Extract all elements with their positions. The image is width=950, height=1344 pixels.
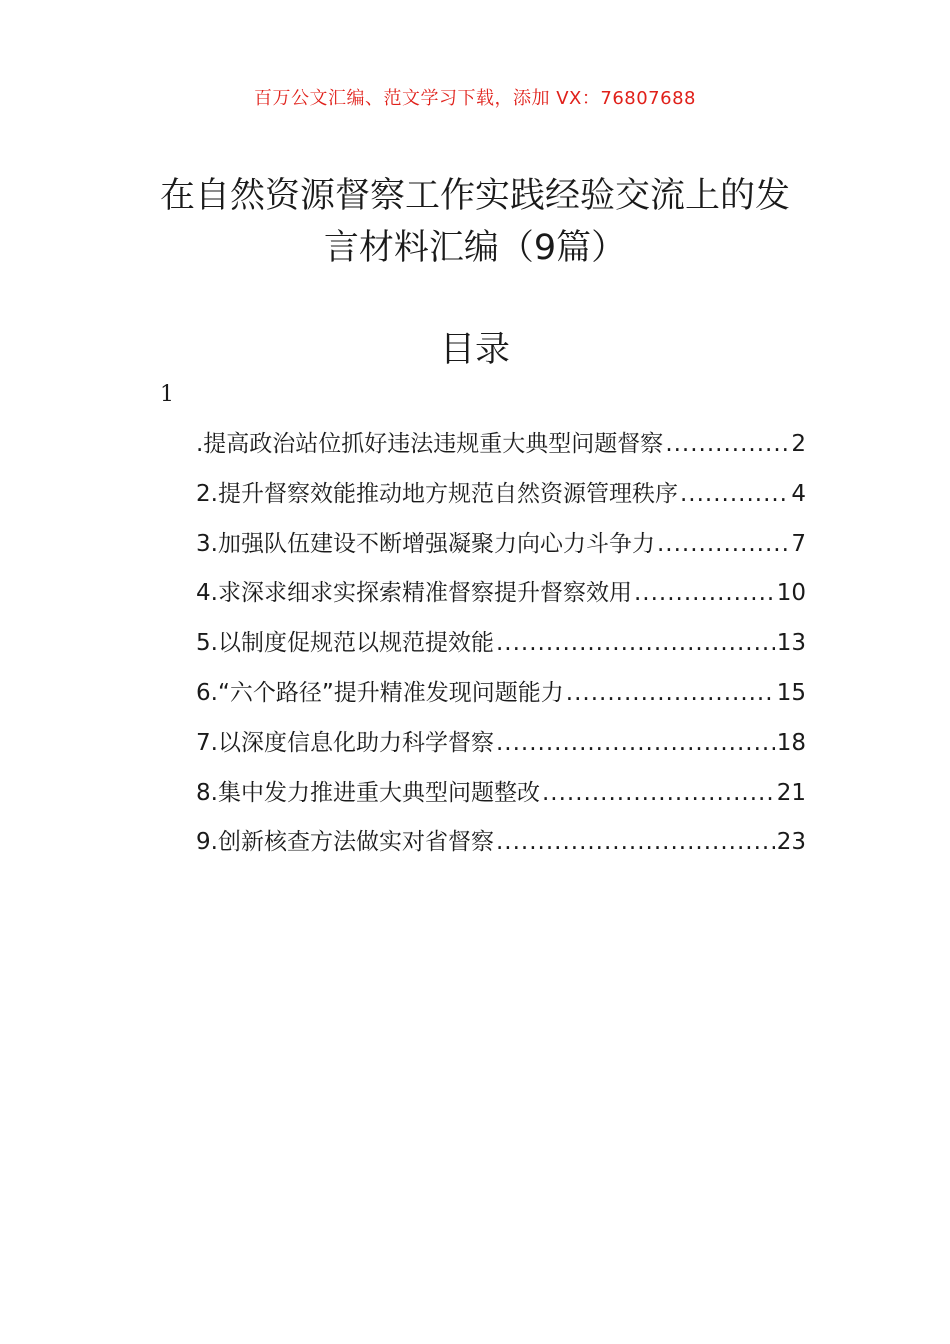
toc-entry[interactable] <box>196 619 806 669</box>
toc-entry-page: 4 <box>791 480 806 507</box>
toc-entry[interactable] <box>196 520 806 570</box>
toc-entry-label: 8.集中发力推进重大典型问题整改 <box>196 779 540 806</box>
toc-entry-page: 7 <box>791 530 806 557</box>
toc-entry-label: 5.以制度促规范以规范提效能 <box>196 630 494 657</box>
toc-entry-page: 10 <box>776 580 806 607</box>
toc-dot-leader <box>496 818 775 868</box>
stray-number: 1 <box>160 382 174 407</box>
toc-entry[interactable] <box>196 719 806 769</box>
toc-entry-page: 15 <box>776 679 806 706</box>
toc-dot-leader <box>566 669 775 719</box>
toc-entry-label: 4.求深求细求实探索精准督察提升督察效用 <box>196 580 632 607</box>
toc-dot-leader <box>657 520 789 570</box>
toc-entry-page: 2 <box>791 431 806 457</box>
toc-entry[interactable] <box>196 420 806 470</box>
toc-dot-leader <box>665 420 789 470</box>
toc-dot-leader <box>634 569 775 619</box>
toc-dot-leader <box>496 619 775 669</box>
toc-entry-label: 2.提升督察效能推动地方规范自然资源管理秩序 <box>196 480 678 507</box>
toc-entry[interactable] <box>196 818 806 868</box>
toc-entry-label: .提高政治站位抓好违法违规重大典型问题督察 <box>196 431 664 457</box>
table-of-contents <box>196 420 806 868</box>
toc-dot-leader <box>680 470 789 520</box>
toc-dot-leader <box>542 769 775 819</box>
toc-dot-leader <box>496 719 775 769</box>
toc-entry-label: 6.“六个路径”提升精准发现问题能力 <box>196 679 564 706</box>
header-note: 百万公文汇编、范文学习下载，添加 VX：76807688 <box>254 88 696 109</box>
toc-entry[interactable] <box>196 470 806 520</box>
toc-entry-page: 23 <box>776 829 806 856</box>
toc-entry-label: 9.创新核查方法做实对省督察 <box>196 829 494 856</box>
toc-entry-label: 7.以深度信息化助力科学督察 <box>196 729 494 756</box>
toc-entry-page: 21 <box>776 779 806 806</box>
toc-entry-label: 3.加强队伍建设不断增强凝聚力向心力斗争力 <box>196 530 655 557</box>
toc-heading: 目录 <box>439 330 510 370</box>
toc-entry[interactable] <box>196 569 806 619</box>
toc-entry-page: 13 <box>776 630 806 657</box>
toc-entry[interactable] <box>196 769 806 819</box>
document-title: 在自然资源督察工作实践经验交流上的发言材料汇编（9篇） <box>159 176 790 268</box>
toc-entry-page: 18 <box>776 729 806 756</box>
toc-entry[interactable] <box>196 669 806 719</box>
